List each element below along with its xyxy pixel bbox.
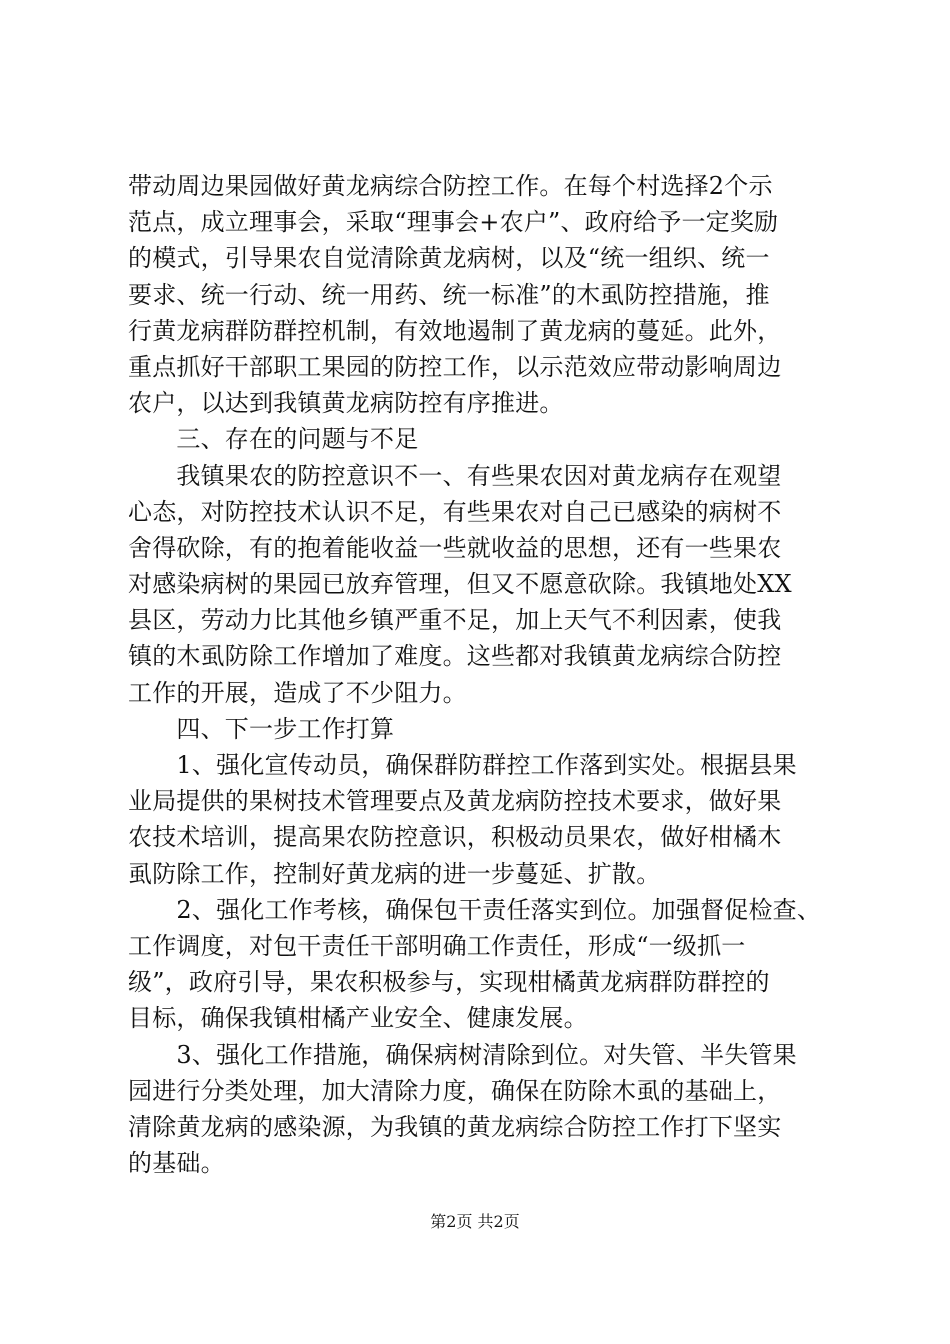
body-text-line: 四、下一步工作打算 <box>128 714 395 743</box>
body-text-line: 清除黄龙病的感染源，为我镇的黄龙病综合防控工作打下坚实 <box>128 1112 782 1141</box>
page-number-footer: 第2页 共2页 <box>430 1212 520 1231</box>
body-text-line: 镇的木虱防除工作增加了难度。这些都对我镇黄龙病综合防控 <box>128 642 782 671</box>
body-text-line: 3、强化工作措施，确保病树清除到位。对失管、半失管果 <box>128 1040 797 1069</box>
body-text-line: 工作的开展，造成了不少阻力。 <box>128 678 467 707</box>
body-text-line: 带动周边果园做好黄龙病综合防控工作。在每个村选择2个示 <box>128 172 773 200</box>
body-text-line: 三、存在的问题与不足 <box>128 425 419 454</box>
body-text-line: 农户，以达到我镇黄龙病防控有序推进。 <box>128 389 564 418</box>
body-text-line: 1、强化宣传动员，确保群防群控工作落到实处。根据县果 <box>128 751 797 779</box>
body-text-line: 重点抓好干部职工果园的防控工作，以示范效应带动影响周边 <box>128 352 782 381</box>
body-text-line: 2、强化工作考核，确保包干责任落实到位。加强督促检查、 <box>128 895 822 924</box>
body-text-line: 的模式，引导果农自觉清除黄龙病树，以及“统一组织、统一 <box>128 244 770 273</box>
body-text-line: 我镇果农的防控意识不一、有些果农因对黄龙病存在观望 <box>128 461 782 490</box>
body-text-line: 对感染病树的果园已放弃管理，但又不愿意砍除。我镇地处XX <box>128 570 792 599</box>
body-text-line: 农技术培训，提高果农防控意识，积极动员果农，做好柑橘木 <box>128 823 782 852</box>
document-body <box>128 168 828 1181</box>
body-text-line: 心态，对防控技术认识不足，有些果农对自己已感染的病树不 <box>128 497 782 526</box>
body-text-line: 级”，政府引导，果农积极参与，实现柑橘黄龙病群防群控的 <box>128 968 770 997</box>
body-text-line: 虱防除工作，控制好黄龙病的进一步蔓延、扩散。 <box>128 859 661 888</box>
body-text-line: 业局提供的果树技术管理要点及黄龙病防控技术要求，做好果 <box>128 787 782 816</box>
body-text-line: 工作调度，对包干责任干部明确工作责任，形成“一级抓一 <box>128 931 746 960</box>
body-text-line: 要求、统一行动、统一用药、统一标准”的木虱防控措施，推 <box>128 280 770 309</box>
body-text-line: 的基础。 <box>128 1149 225 1178</box>
body-text-line: 园进行分类处理，加大清除力度，确保在防除木虱的基础上， <box>128 1076 782 1105</box>
body-text-line: 行黄龙病群防群控机制，有效地遏制了黄龙病的蔓延。此外， <box>128 316 782 345</box>
body-text-line: 舍得砍除，有的抱着能收益一些就收益的思想，还有一些果农 <box>128 533 782 562</box>
body-text-line: 县区，劳动力比其他乡镇严重不足，加上天气不利因素，使我 <box>128 606 782 635</box>
body-text-line: 目标，确保我镇柑橘产业安全、健康发展。 <box>128 1004 588 1033</box>
body-text-line: 范点，成立理事会，采取“理事会+农户”、政府给予一定奖励 <box>128 208 779 237</box>
